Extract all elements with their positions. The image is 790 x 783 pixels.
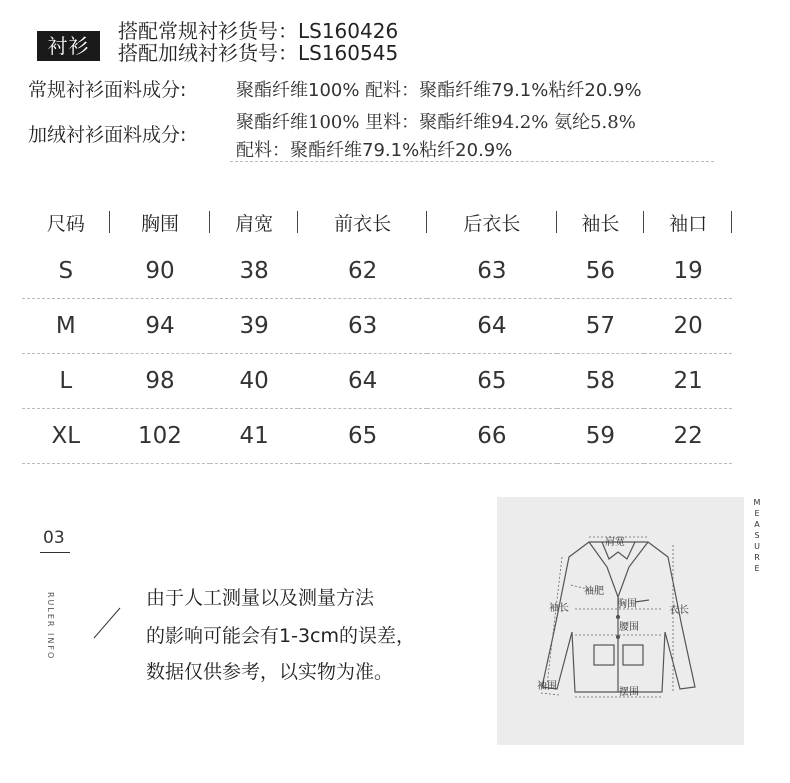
table-cell: 64 — [298, 354, 427, 409]
header-cell: 袖口 — [644, 200, 732, 244]
header-cell: 肩宽 — [210, 200, 298, 244]
chest-label: 胸围 — [617, 599, 637, 610]
table-cell: 57 — [557, 299, 645, 354]
sku-regular: 搭配常规衬衫货号：LS160426 — [118, 19, 399, 43]
table-cell: 40 — [210, 354, 298, 409]
regular-fabric-value: 聚酯纤维100% 配料：聚酯纤维79.1%粘纤20.9% — [236, 80, 642, 101]
table-cell: XL — [22, 409, 110, 464]
table-cell: 62 — [298, 244, 427, 299]
table-row — [22, 244, 732, 299]
table-cell: M — [22, 299, 110, 354]
table-cell: 56 — [557, 244, 645, 299]
fleece-fabric-value-2: 配料：聚酯纤维79.1%粘纤20.9% — [236, 140, 513, 161]
note-line-1: 由于人工测量以及测量方法 — [146, 587, 375, 609]
sku-fleece: 搭配加绒衬衫货号：LS160545 — [118, 41, 399, 65]
slash-icon — [92, 606, 122, 640]
waist-label: 腰围 — [619, 622, 639, 633]
table-cell: 64 — [427, 299, 556, 354]
table-cell: 102 — [110, 409, 211, 464]
section-number: 03 — [43, 528, 65, 548]
header-cell: 袖长 — [557, 200, 645, 244]
fleece-fabric-value-1: 聚酯纤维100% 里料：聚酯纤维94.2% 氨纶5.8% — [236, 112, 636, 133]
header-cell: 后衣长 — [427, 200, 556, 244]
table-cell: 22 — [644, 409, 732, 464]
size-table — [22, 200, 732, 464]
cuff-label: 袖围 — [537, 681, 557, 692]
table-cell: 63 — [427, 244, 556, 299]
table-cell: 66 — [427, 409, 556, 464]
header-cell: 胸围 — [110, 200, 211, 244]
measurement-diagram — [497, 497, 744, 745]
body-length-label: 衣长 — [669, 605, 689, 616]
regular-fabric-label: 常规衬衫面料成分: — [28, 79, 187, 101]
measure-vertical-label — [752, 497, 762, 574]
table-cell: 63 — [298, 299, 427, 354]
table-cell: 58 — [557, 354, 645, 409]
table-cell: S — [22, 244, 110, 299]
table-cell: 94 — [110, 299, 211, 354]
note-line-3: 数据仅供参考，以实物为准。 — [146, 661, 394, 683]
table-cell: 39 — [210, 299, 298, 354]
table-cell: 98 — [110, 354, 211, 409]
sleeve-length-label: 袖长 — [549, 603, 569, 614]
table-cell: 59 — [557, 409, 645, 464]
table-cell: 65 — [427, 354, 556, 409]
table-cell: 38 — [210, 244, 298, 299]
measure-text: MEASURE — [753, 498, 761, 573]
table-cell: 65 — [298, 409, 427, 464]
table-row — [22, 354, 732, 409]
size-table-header — [22, 200, 732, 244]
divider — [230, 161, 714, 162]
table-cell: 41 — [210, 409, 298, 464]
table-row — [22, 409, 732, 464]
fleece-fabric-label: 加绒衬衫面料成分: — [28, 124, 187, 146]
note-line-2: 的影响可能会有1-3cm的误差， — [146, 625, 415, 647]
table-cell: 90 — [110, 244, 211, 299]
hem-label: 摆围 — [619, 687, 639, 698]
table-cell: 19 — [644, 244, 732, 299]
ruler-info-label: RULER INFO — [46, 592, 55, 661]
shoulder-label: 肩宽 — [605, 537, 625, 548]
jacket-icon — [497, 497, 744, 745]
table-row — [22, 299, 732, 354]
header-cell: 前衣长 — [298, 200, 427, 244]
header-cell: 尺码 — [22, 200, 110, 244]
table-cell: 20 — [644, 299, 732, 354]
table-cell: 21 — [644, 354, 732, 409]
category-tag: 衬衫 — [37, 31, 100, 61]
section-underline — [40, 552, 70, 553]
sleeve-width-label: 袖肥 — [584, 586, 604, 597]
table-cell: L — [22, 354, 110, 409]
